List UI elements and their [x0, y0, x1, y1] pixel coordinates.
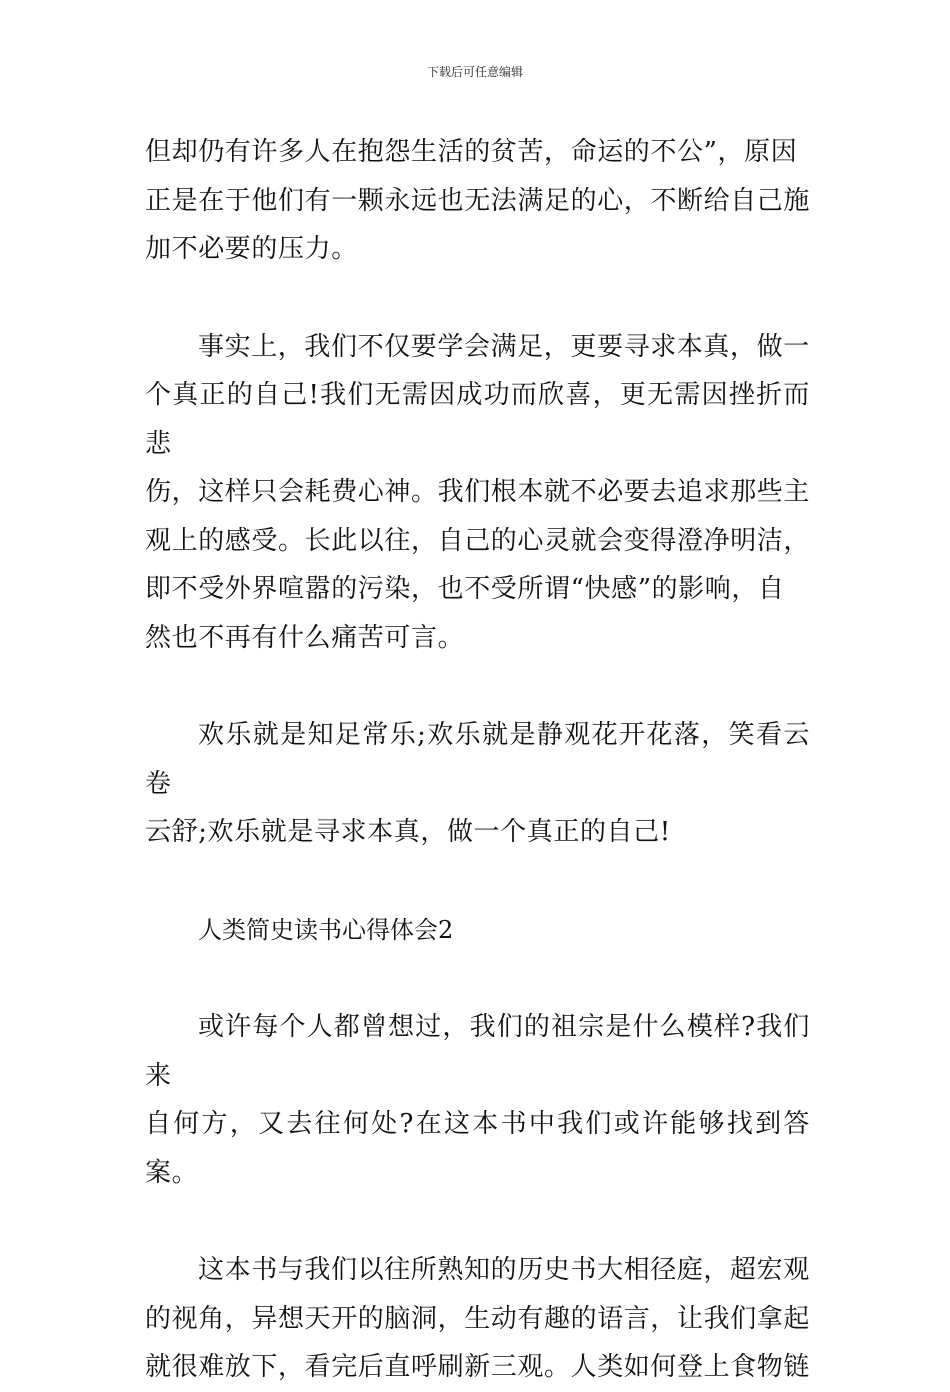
- text-line: 就很难放下，看完后直呼刷新三观。人类如何登上食物链: [145, 1352, 811, 1382]
- paragraph-5: [145, 1246, 810, 1392]
- paragraph-3: [145, 711, 810, 857]
- paragraph-4: [145, 1003, 810, 1197]
- text-line: 的视角，异想天开的脑洞，生动有趣的语言，让我们拿起: [145, 1303, 811, 1334]
- text-line: 伤，这样只会耗费心神。我们根本就不必要去追求那些主: [145, 477, 811, 507]
- section-title: 人类简史读书心得体会2: [198, 915, 454, 944]
- text-line: 事实上，我们不仅要学会满足，更要寻求本真，做一: [198, 331, 810, 362]
- paragraph-gap: [145, 1197, 810, 1246]
- text-line: 观上的感受。长此以往，自己的心灵就会变得澄净明洁，: [145, 525, 811, 556]
- text-line: 即不受外界喧嚣的污染，也不受所谓“快感”的影响，自: [145, 574, 785, 604]
- text-line: 个真正的自己!我们无需因成功而欣喜，更无需因挫折而悲: [145, 380, 810, 459]
- paragraph-gap: [145, 274, 810, 323]
- text-line: 但却仍有许多人在抱怨生活的贫苦，命运的不公”，原因: [145, 137, 798, 167]
- text-line: 然也不再有什么痛苦可言。: [145, 622, 465, 653]
- text-line: 欢乐就是知足常乐;欢乐就是静观花开花落，笑看云卷: [145, 720, 810, 799]
- paragraph-gap: [145, 857, 810, 906]
- paragraph-gap: [145, 954, 810, 1003]
- text-line: 云舒;欢乐就是寻求本真，做一个真正的自己!: [145, 817, 671, 847]
- document-body: [145, 128, 810, 1392]
- text-line: 正是在于他们有一颗永远也无法满足的心，不断给自己施: [145, 185, 811, 216]
- text-line: 这本书与我们以往所熟知的历史书大相径庭，超宏观: [198, 1255, 810, 1285]
- page-header-note: 下载后可任意编辑: [426, 65, 523, 79]
- paragraph-2: [145, 323, 810, 663]
- paragraph-gap: [145, 662, 810, 711]
- paragraph-1: [145, 128, 810, 274]
- text-line: 自何方，又去往何处?在这本书中我们或许能够找到答案。: [145, 1109, 810, 1188]
- text-line: 或许每个人都曾想过，我们的祖宗是什么模样?我们来: [145, 1012, 810, 1091]
- text-line: 加不必要的压力。: [145, 234, 358, 264]
